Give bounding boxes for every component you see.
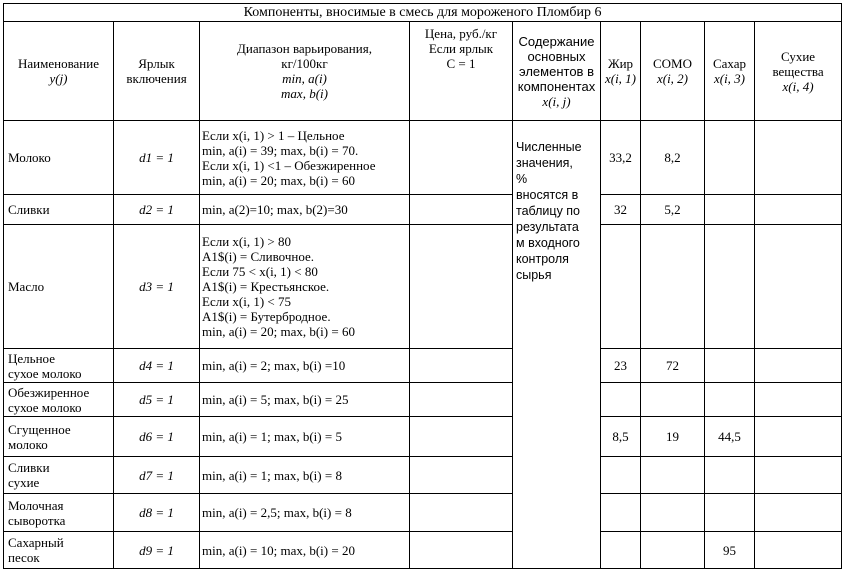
table-row (4, 195, 842, 225)
row-somo (641, 225, 705, 349)
header-range: Диапазон варьирования, кг/100кг min, a(i) max, b(i) (200, 22, 410, 121)
row-somo (641, 457, 705, 494)
table-row (4, 494, 842, 532)
row-sugar: 95 (705, 532, 755, 569)
row-somo: 5,2 (641, 195, 705, 225)
row-range: Если x(i, 1) > 80 A1$(i) = Сливочное. Если 75 < x(i, 1) < 80 A1$(i) = Крестьянское. Если x(i, 1) < 75 A1$(i) = Бутербродное. min, a(i) = 20; max, b(i) = 60 (200, 225, 410, 349)
row-range: min, a(i) = 1; max, b(i) = 8 (200, 457, 410, 494)
row-somo (641, 383, 705, 417)
row-name: Молочная сыворотка (4, 494, 114, 532)
row-sugar (705, 195, 755, 225)
header-somo: СОМО x(i, 2) (641, 22, 705, 121)
row-price (410, 494, 513, 532)
row-sugar (705, 494, 755, 532)
row-dry (755, 383, 842, 417)
row-label: d2 = 1 (114, 195, 200, 225)
row-sugar (705, 349, 755, 383)
header-label: Ярлык включения (114, 22, 200, 121)
table-row (4, 121, 842, 195)
table-title: Компоненты, вносимые в смесь для мороженого Пломбир 6 (4, 4, 842, 22)
row-sugar: 44,5 (705, 417, 755, 457)
row-price (410, 121, 513, 195)
row-name: Молоко (4, 121, 114, 195)
header-content: Содержание основных элементов в компонентах x(i, j) (513, 22, 601, 121)
row-range: min, a(i) = 2,5; max, b(i) = 8 (200, 494, 410, 532)
table-row (4, 457, 842, 494)
row-dry (755, 494, 842, 532)
row-price (410, 195, 513, 225)
row-price (410, 457, 513, 494)
row-sugar (705, 457, 755, 494)
row-label: d5 = 1 (114, 383, 200, 417)
header-fat: Жир x(i, 1) (601, 22, 641, 121)
header-row (4, 22, 842, 121)
row-dry (755, 532, 842, 569)
row-fat: 23 (601, 349, 641, 383)
row-dry (755, 457, 842, 494)
row-label: d4 = 1 (114, 349, 200, 383)
row-dry (755, 417, 842, 457)
row-fat: 33,2 (601, 121, 641, 195)
content-note: Численные значения, % вносятся в таблицу по результата м входного контроля сырья (513, 121, 601, 569)
table-row (4, 383, 842, 417)
table-row (4, 349, 842, 383)
row-name: Сливки (4, 195, 114, 225)
row-range: Если x(i, 1) > 1 – Цельное min, a(i) = 39; max, b(i) = 70. Если x(i, 1) <1 – Обезжиренное min, a(i) = 20; max, b(i) = 60 (200, 121, 410, 195)
row-somo (641, 494, 705, 532)
row-fat (601, 225, 641, 349)
row-price (410, 417, 513, 457)
row-dry (755, 349, 842, 383)
row-sugar (705, 225, 755, 349)
row-price (410, 532, 513, 569)
row-range: min, a(i) = 1; max, b(i) = 5 (200, 417, 410, 457)
row-name: Масло (4, 225, 114, 349)
row-range: min, a(i) = 2; max, b(i) =10 (200, 349, 410, 383)
row-fat (601, 494, 641, 532)
row-name: Сгущенное молоко (4, 417, 114, 457)
row-name: Обезжиренное сухое молоко (4, 383, 114, 417)
row-fat: 8,5 (601, 417, 641, 457)
row-range: min, a(i) = 10; max, b(i) = 20 (200, 532, 410, 569)
row-price (410, 349, 513, 383)
row-somo: 19 (641, 417, 705, 457)
components-table (3, 3, 842, 569)
row-fat (601, 383, 641, 417)
row-name: Цельное сухое молоко (4, 349, 114, 383)
row-fat (601, 457, 641, 494)
row-label: d3 = 1 (114, 225, 200, 349)
row-name: Сахарный песок (4, 532, 114, 569)
row-label: d8 = 1 (114, 494, 200, 532)
row-range: min, a(i) = 5; max, b(i) = 25 (200, 383, 410, 417)
row-range: min, a(2)=10; max, b(2)=30 (200, 195, 410, 225)
row-label: d1 = 1 (114, 121, 200, 195)
row-somo: 72 (641, 349, 705, 383)
row-price (410, 225, 513, 349)
table-row (4, 532, 842, 569)
row-name: Сливки сухие (4, 457, 114, 494)
table-row (4, 417, 842, 457)
row-sugar (705, 121, 755, 195)
table-row (4, 225, 842, 349)
row-fat (601, 532, 641, 569)
header-price: Цена, руб./кг Если ярлык C = 1 (410, 22, 513, 121)
row-dry (755, 121, 842, 195)
header-dry: Сухие вещества x(i, 4) (755, 22, 842, 121)
row-label: d6 = 1 (114, 417, 200, 457)
row-label: d9 = 1 (114, 532, 200, 569)
row-fat: 32 (601, 195, 641, 225)
row-label: d7 = 1 (114, 457, 200, 494)
row-dry (755, 195, 842, 225)
header-name: Наименование y(j) (4, 22, 114, 121)
row-price (410, 383, 513, 417)
row-somo: 8,2 (641, 121, 705, 195)
row-dry (755, 225, 842, 349)
row-sugar (705, 383, 755, 417)
row-somo (641, 532, 705, 569)
header-sugar: Сахар x(i, 3) (705, 22, 755, 121)
